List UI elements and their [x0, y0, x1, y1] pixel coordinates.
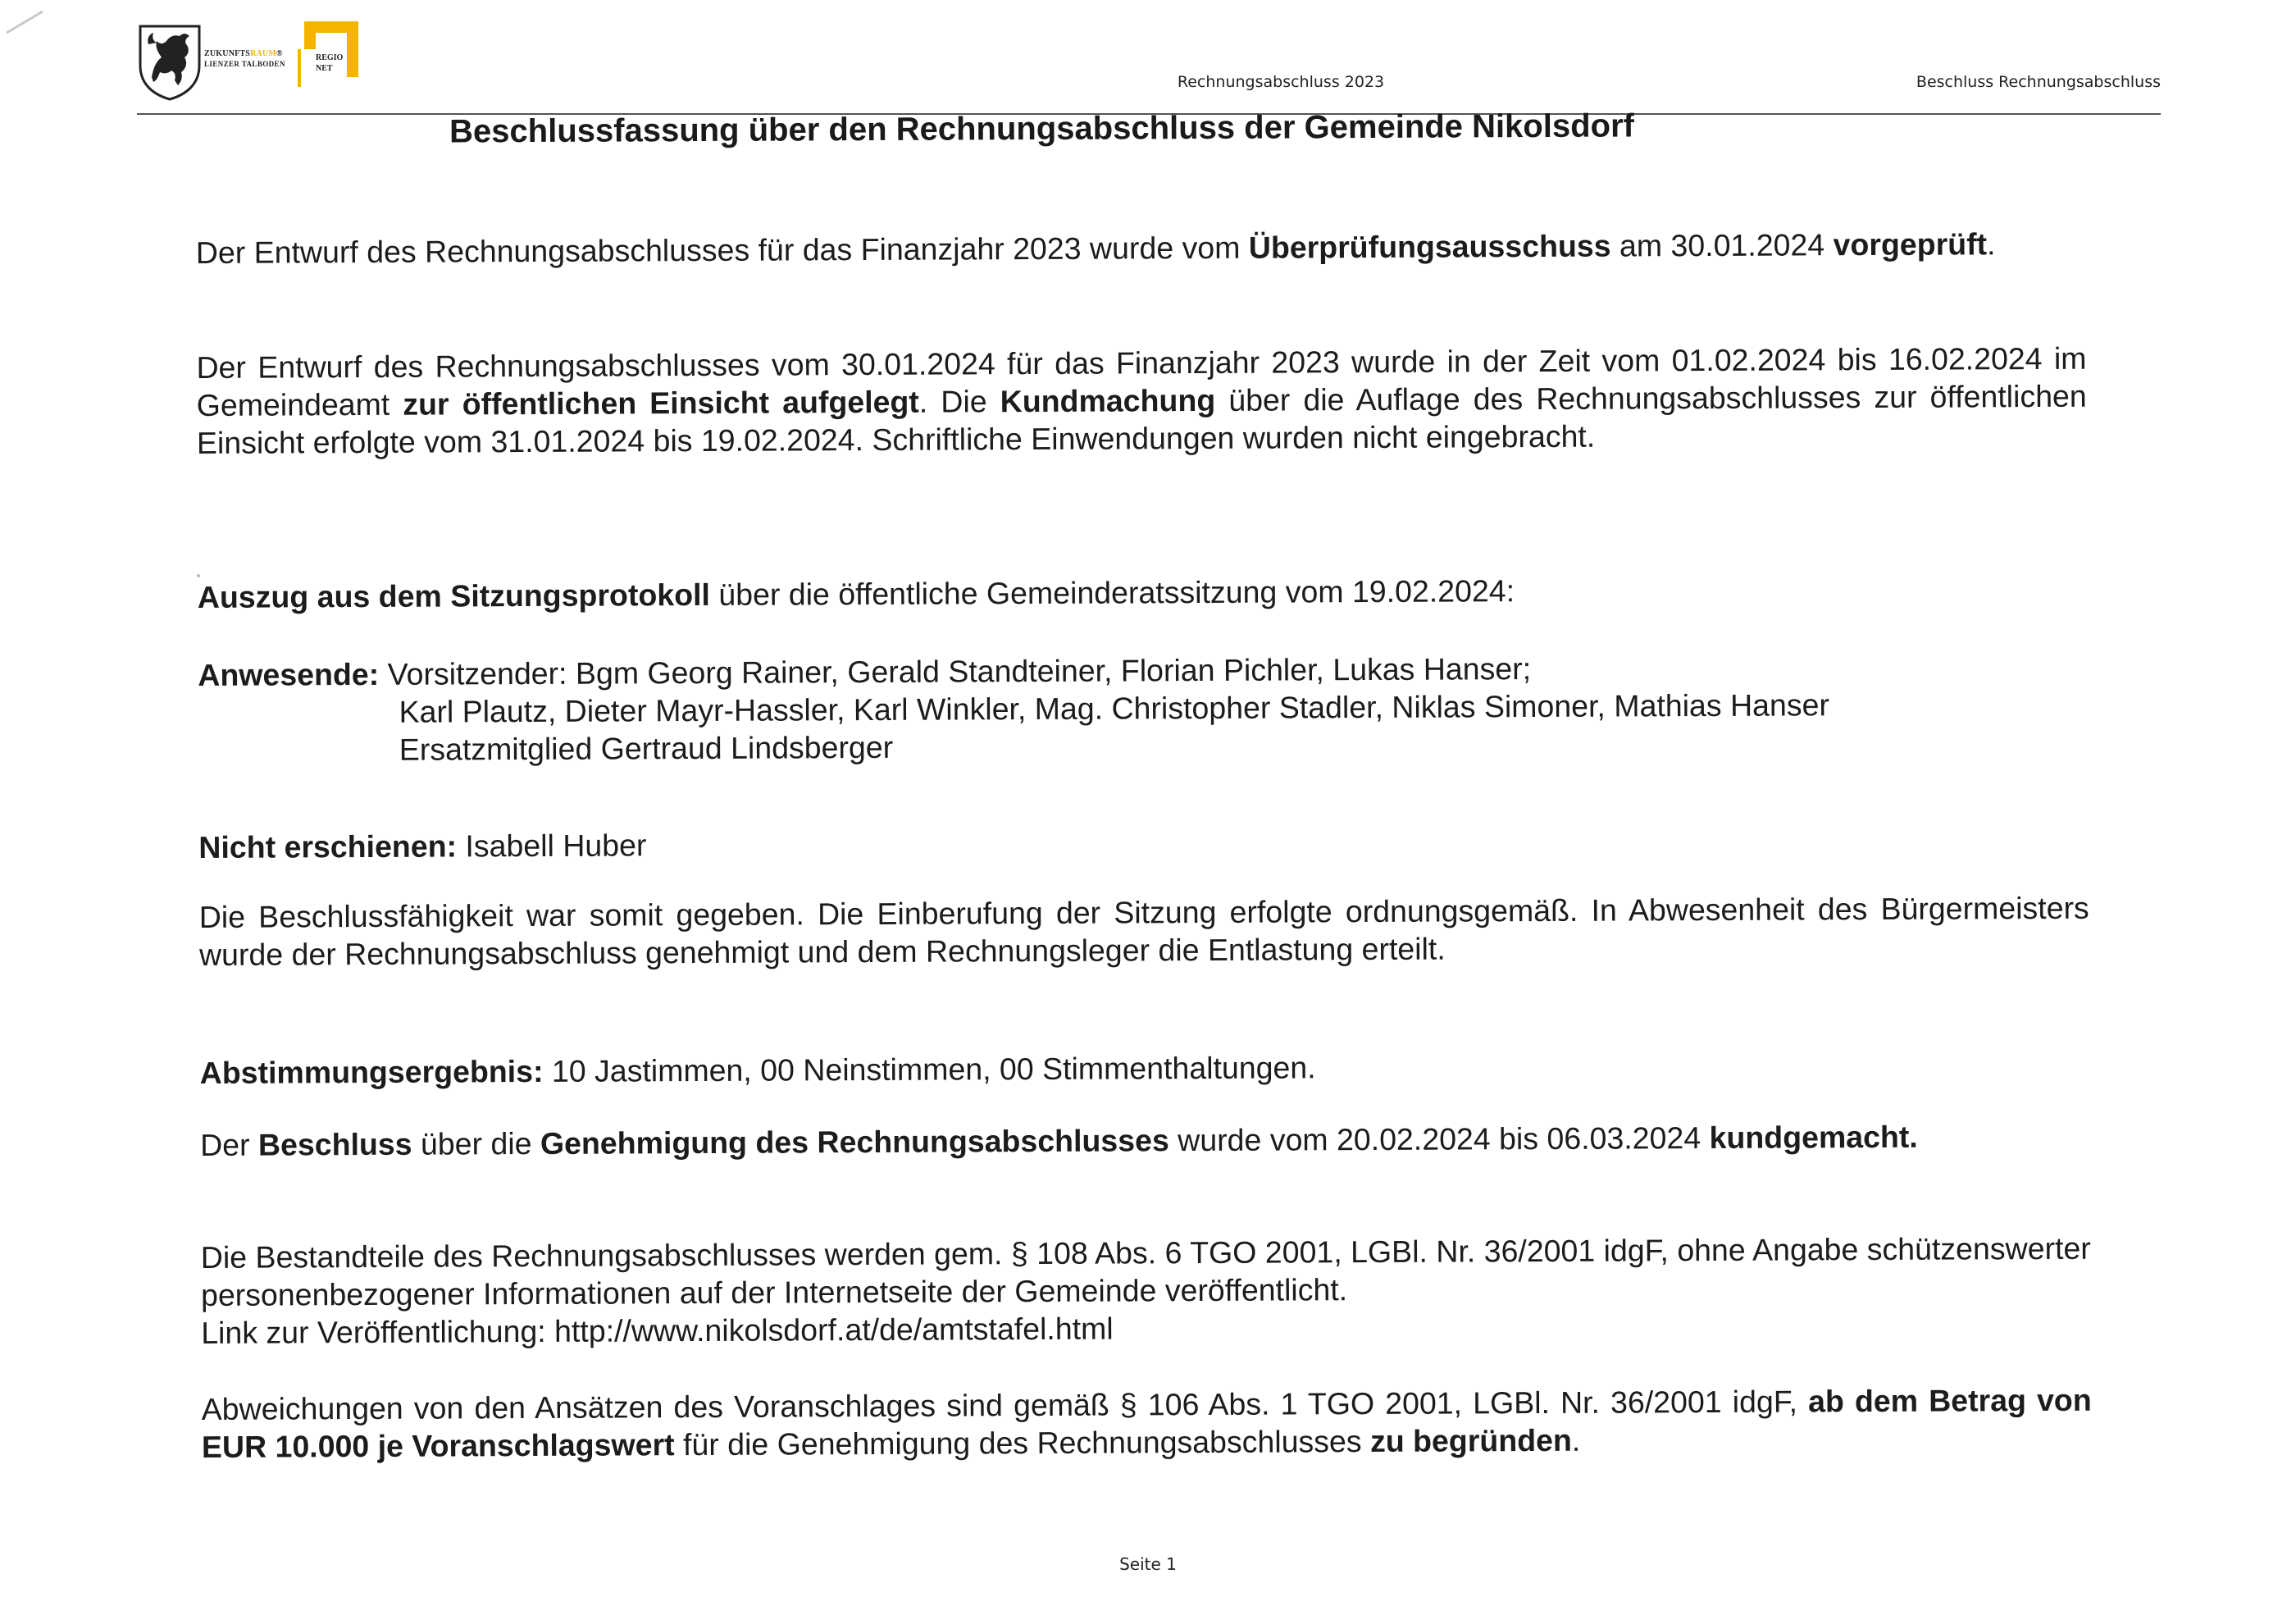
- deviation-text-1: Abweichungen von den Ansätzen des Voranschlages sind gemäß § 106 Abs. 1 TGO 2001, LGBl. Nr. 36/2001 idgF,: [201, 1384, 1809, 1426]
- review-text-3: .: [1987, 226, 1996, 262]
- deviation-text-2: für die Genehmigung des Rechnungsabschlusses: [674, 1424, 1371, 1462]
- scan-speck: [197, 574, 200, 577]
- deviation-bold-1: ab dem Betrag von EUR 10.000 je Voranschlagswert: [201, 1382, 2092, 1464]
- deviation-bold-2: zu begründen: [1369, 1422, 1572, 1459]
- review-bold-1: Überprüfungsausschuss: [1248, 228, 1611, 265]
- review-bold-2: vorgeprüft: [1833, 226, 1988, 262]
- paragraph-deviations: [202, 1381, 2092, 1466]
- scan-corner-mark: [5, 8, 48, 34]
- absent-value: Isabell Huber: [456, 828, 647, 864]
- coat-of-arms-icon: [137, 23, 203, 101]
- inspection-bold-1: zur öffentlichen Einsicht aufgelegt: [403, 384, 919, 422]
- vote-result-line: [200, 1045, 2090, 1092]
- paragraph-announcement: [200, 1117, 2090, 1164]
- header-center-text: Rechnungsabschluss 2023: [1177, 73, 1385, 91]
- logo-text-part-3: ®: [276, 49, 283, 58]
- regionet-logo: [298, 21, 370, 87]
- announce-bold-2: Genehmigung des Rechnungsabschlusses: [540, 1123, 1169, 1161]
- protocol-bold: Auszug aus dem Sitzungsprotokoll: [197, 577, 710, 614]
- absent-line: [198, 819, 2089, 866]
- regionet-logo-text: [316, 52, 343, 74]
- regionet-line-1: REGIO: [316, 53, 344, 62]
- zukunftsraum-logo-text: [204, 49, 303, 69]
- vote-label: Abstimmungsergebnis:: [199, 1053, 544, 1090]
- publication-link-label: Link zur Veröffentlichung:: [201, 1313, 555, 1350]
- inspection-text-3: über die Auflage des Rechnungsabschlusses zur öffentlichen Einsicht erfolgte vom 31.01.2024 bis 19.02.2024. Schriftliche Einwendungen wurden nicht eingebracht.: [196, 378, 2087, 460]
- attendees-chair: Vorsitzender: Bgm Georg Rainer, Gerald Standteiner, Florian Pichler, Lukas Hanser;: [379, 651, 1532, 691]
- attendees-line-3: Ersatzmitglied Gertraud Lindsberger: [399, 729, 894, 767]
- paragraph-public-inspection: [196, 340, 2087, 462]
- document-title: Beschlussfassung über den Rechnungsabschluss der Gemeinde Nikolsdorf: [449, 107, 1635, 150]
- publication-text: Die Bestandteile des Rechnungsabschlusses werden gem. § 108 Abs. 6 TGO 2001, LGBl. Nr. 36/2001 idgF, ohne Angabe schützenswerter personenbezogener Informationen auf der Internetseite der Gemeinde veröffentlicht.: [200, 1230, 2091, 1312]
- announce-text-3: wurde vom 20.02.2024 bis 06.03.2024: [1168, 1120, 1710, 1158]
- publication-link-line: [201, 1305, 2091, 1352]
- logo-subtitle: LIENZER TALBODEN: [204, 60, 285, 68]
- page-number: Seite 1: [1119, 1554, 1177, 1574]
- inspection-text-1: Der Entwurf des Rechnungsabschlusses vom 30.01.2024 für das Finanzjahr 2023 wurde in der Zeit vom 01.02.2024 bis 16.02.2024 im Gemeindeamt: [196, 340, 2087, 422]
- attendees-line-2: Karl Plautz, Dieter Mayr-Hassler, Karl Winkler, Mag. Christopher Stadler, Niklas Simoner, Mathias Hanser: [399, 687, 1830, 729]
- announce-bold-3: kundgemacht.: [1709, 1119, 1918, 1155]
- inspection-text-2: . Die: [918, 384, 1000, 419]
- protocol-text: über die öffentliche Gemeinderatssitzung vom 19.02.2024:: [709, 573, 1515, 612]
- announce-text-1: Der: [200, 1127, 259, 1162]
- announce-text-2: über die: [412, 1125, 541, 1161]
- absent-label: Nicht erschienen:: [198, 828, 458, 864]
- announce-bold-1: Beschluss: [257, 1126, 412, 1162]
- deviation-text-3: .: [1571, 1422, 1581, 1457]
- paragraph-review: [196, 225, 2086, 271]
- paragraph-quorum: Die Beschlussfähigkeit war somit gegeben. Die Einberufung der Sitzung erfolgte ordnungsgemäß. In Abwesenheit des Bürgermeisters wurde der Rechnungsabschluss genehmigt und dem Rechnungsleger die Entlastung erteilt.: [198, 890, 2089, 972]
- attendees-block: [198, 647, 2089, 769]
- logo-text-part-1: ZUKUNFTS: [204, 49, 251, 58]
- header-right-text: Beschluss Rechnungsabschluss: [1916, 73, 2161, 91]
- paragraph-protocol-excerpt: [198, 569, 2088, 616]
- attendees-label: Anwesende:: [198, 656, 380, 692]
- page-header: [137, 20, 2161, 115]
- review-text-1: Der Entwurf des Rechnungsabschlusses für das Finanzjahr 2023 wurde vom: [195, 230, 1249, 270]
- regionet-line-2: NET: [316, 64, 333, 73]
- publication-link-url: http://www.nikolsdorf.at/de/amtstafel.html: [554, 1311, 1114, 1348]
- inspection-bold-2: Kundmachung: [1000, 382, 1216, 419]
- logo-text-part-2: RAUM: [250, 49, 276, 58]
- paragraph-publication: [201, 1229, 2092, 1352]
- review-text-2: am 30.01.2024: [1610, 227, 1834, 263]
- vote-value: 10 Jastimmen, 00 Neinstimmen, 00 Stimmenthaltungen.: [543, 1050, 1316, 1088]
